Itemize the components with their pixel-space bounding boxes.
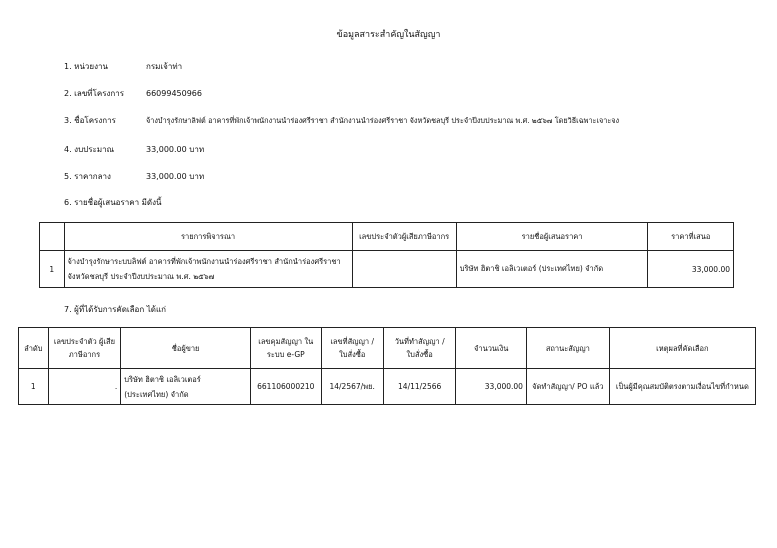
- cell-tax-id: [352, 251, 456, 288]
- col-header-price: ราคาที่เสนอ: [648, 223, 734, 251]
- cell-contract-no: 14/2567/พย.: [321, 369, 383, 405]
- table-row: [19, 369, 756, 405]
- field-label: 2. เลขที่โครงการ: [64, 89, 125, 98]
- cell-amount: 33,000.00: [456, 369, 527, 405]
- cell-item: จ้างบำรุงรักษาระบบลิฟต์ อาคารที่พักเจ้าพนักงานนำร่องศรีราชา สำนักนำร่องศรีราชา จังหวัดชลบุรี ประจำปีงบประมาณ พ.ศ. ๒๕๖๗: [64, 251, 352, 288]
- cell-price: 33,000.00: [648, 251, 734, 288]
- section-bidders-heading: 6. รายชื่อผู้เสนอราคา มีดังนี้: [64, 198, 162, 207]
- col-header-reason: เหตุผลที่คัดเลือก: [609, 328, 755, 369]
- cell-seller: บริษัท ฮิตาชิ เอลิเวเตอร์ (ประเทศไทย) จำกัด: [121, 369, 251, 405]
- table-row: [40, 251, 734, 288]
- col-header-tax-id: เลขประจำตัว ผู้เสียภาษีอากร: [48, 328, 121, 369]
- bidders-table: [39, 222, 734, 288]
- field-value: 66099450966: [146, 89, 202, 98]
- cell-no: 1: [19, 369, 49, 405]
- cell-status: จัดทำสัญญา/ PO แล้ว: [526, 369, 609, 405]
- field-project-id: [64, 87, 202, 100]
- document-title: ข้อมูลสาระสำคัญในสัญญา: [336, 30, 441, 40]
- field-median-price: [64, 170, 204, 183]
- field-label: 5. ราคากลาง: [64, 172, 111, 181]
- cell-reason: เป็นผู้มีคุณสมบัติตรงตามเงื่อนไขที่กำหนด: [609, 369, 755, 405]
- col-header-date: วันที่ทำสัญญา / ใบสั่งซื้อ: [383, 328, 456, 369]
- col-header-bidder: รายชื่อผู้เสนอราคา: [456, 223, 648, 251]
- cell-tax-id: .: [48, 369, 121, 405]
- cell-bidder-name: บริษัท ฮิตาชิ เอลิเวเตอร์ (ประเทศไทย) จำกัด: [456, 251, 648, 288]
- col-header-no: ลำดับ: [19, 328, 49, 369]
- col-header-amount: จำนวนเงิน: [456, 328, 527, 369]
- col-header-no: [40, 223, 65, 251]
- col-header-item: รายการพิจารณา: [64, 223, 352, 251]
- col-header-contract-no: เลขที่สัญญา / ใบสั่งซื้อ: [321, 328, 383, 369]
- field-budget: [64, 143, 204, 156]
- col-header-egp: เลขคุมสัญญา ในระบบ e-GP: [251, 328, 322, 369]
- col-header-tax-id: เลขประจำตัวผู้เสียภาษีอากร: [352, 223, 456, 251]
- field-label: 1. หน่วยงาน: [64, 62, 108, 71]
- field-agency: [64, 60, 182, 73]
- col-header-seller: ชื่อผู้ขาย: [121, 328, 251, 369]
- cell-no: 1: [40, 251, 65, 288]
- selected-table: [18, 327, 756, 405]
- field-project-name: [64, 114, 619, 127]
- table-header-row: [19, 328, 756, 369]
- table-header-row: [40, 223, 734, 251]
- field-label: 3. ชื่อโครงการ: [64, 116, 116, 125]
- field-value: 33,000.00 บาท: [146, 145, 205, 154]
- cell-date: 14/11/2566: [383, 369, 456, 405]
- col-header-status: สถานะสัญญา: [526, 328, 609, 369]
- cell-egp: 661106000210: [251, 369, 322, 405]
- field-value: กรมเจ้าท่า: [146, 62, 183, 71]
- field-label: 4. งบประมาณ: [64, 145, 115, 154]
- section-selected-heading: 7. ผู้ที่ได้รับการคัดเลือก ได้แก่: [64, 305, 166, 314]
- field-value: 33,000.00 บาท: [146, 172, 205, 181]
- field-value: จ้างบำรุงรักษาลิฟต์ อาคารที่พักเจ้าพนักงานนำร่องศรีราชา สำนักงานนำร่องศรีราชา จังหวัดชลบุรี ประจำปีงบประมาณ พ.ศ. ๒๕๖๗ โดยวิธีเฉพาะเจาะจง: [146, 116, 620, 125]
